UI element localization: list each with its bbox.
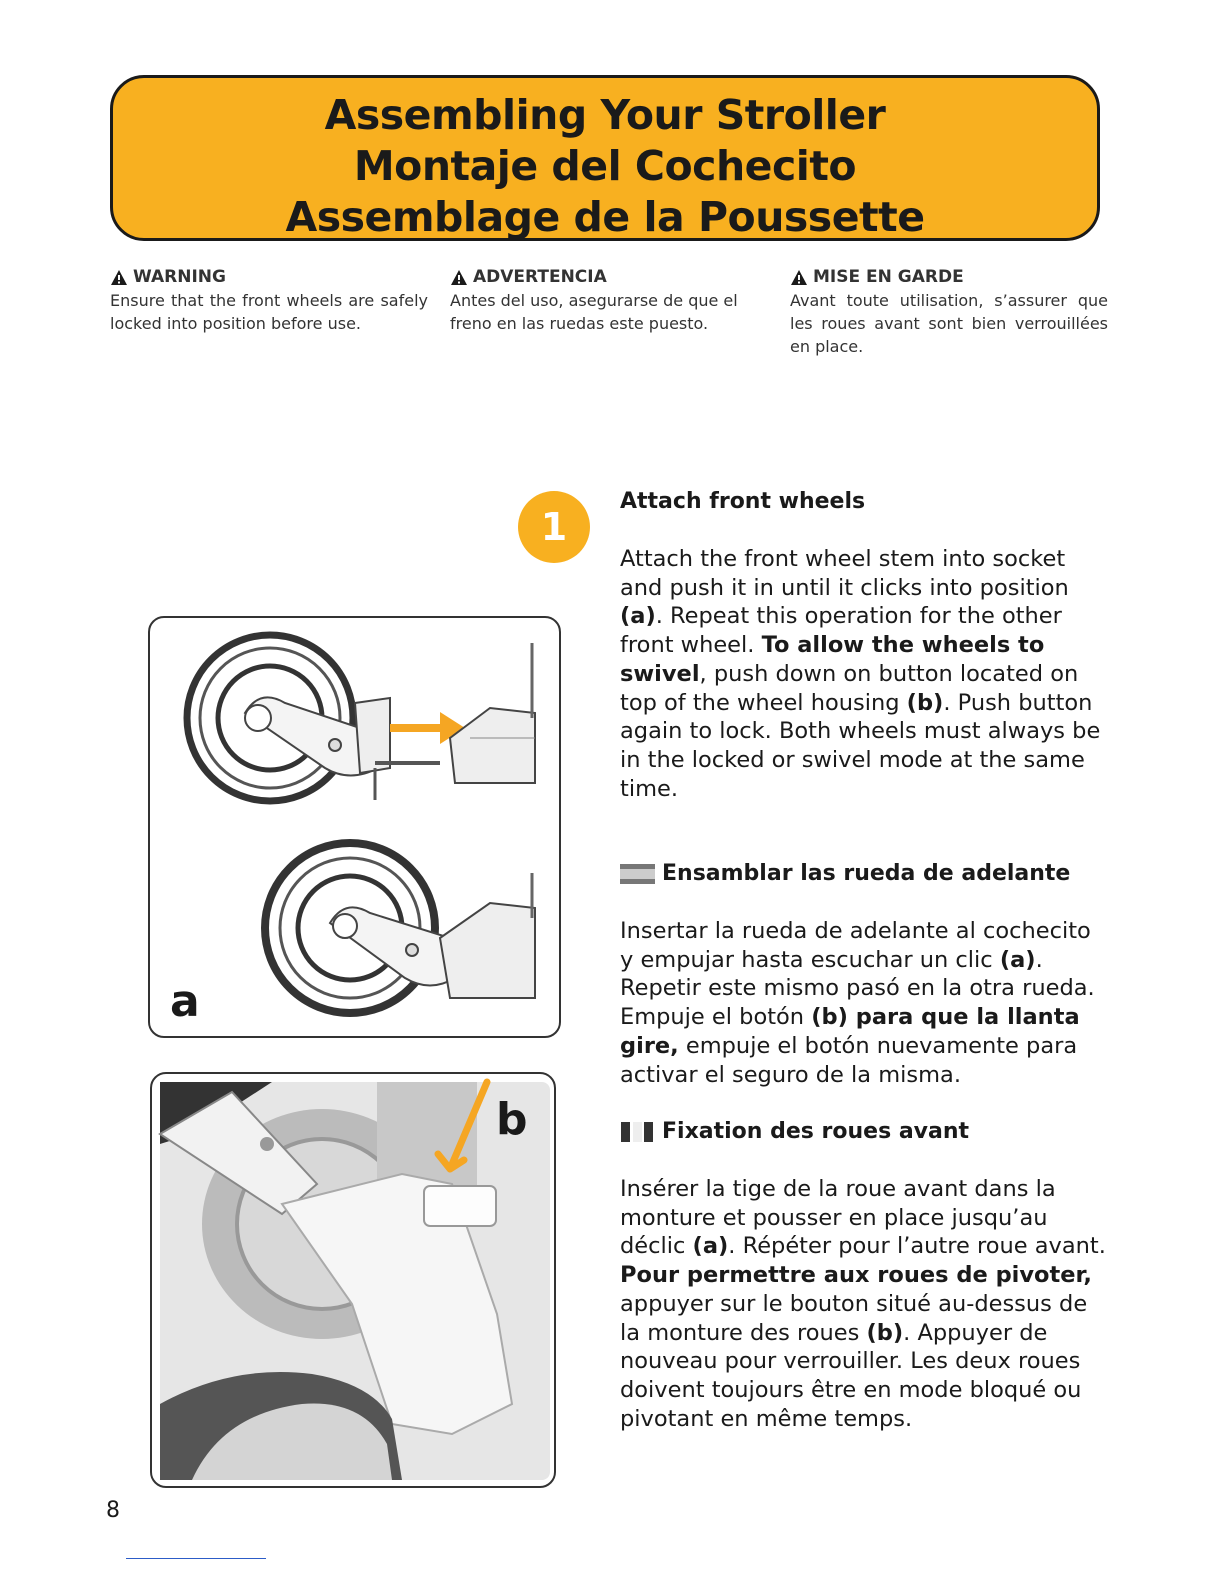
warning-text: Antes del uso, asegurarse de que el freno en las ruedas este puesto. — [450, 291, 738, 333]
section-paragraph: Insérer la tige de la roue avant dans la monture et pousser en place jusqu’au déclic (a). Répéter pour l’autre roue avant. Pour permettre aux roues de pivoter, appuyer sur le bouton situé au-dessus de la monture des roues (b). Appuyer de nouveau pour verrouiller. Les deux roues doivent toujours être en mode bloqué ou pivotant en même temps. — [620, 1176, 1106, 1432]
figure-b — [150, 1072, 556, 1488]
title-english: Assembling Your Stroller — [324, 91, 886, 139]
warning-heading: MISE EN GARDE — [813, 267, 964, 287]
title-spanish: Montaje del Cochecito — [353, 142, 857, 190]
title-banner — [110, 75, 1100, 241]
figure-a — [148, 616, 561, 1038]
front-wheel-attach-illustration — [150, 618, 561, 1038]
warning-heading: ADVERTENCIA — [473, 267, 607, 287]
section-heading: Attach front wheels — [620, 489, 866, 514]
section-paragraph: Insertar la rueda de adelante al cochecito y empujar hasta escuchar un clic (a). Repetir este mismo pasó en la otra rueda. Empuje el botón (b) para que la llanta gire, empuje el botón nuevamente para activar el seguro de la misma. — [620, 918, 1095, 1088]
france-flag-icon — [620, 1122, 655, 1142]
section-spanish — [620, 860, 1110, 1089]
section-french — [620, 1118, 1110, 1433]
warning-icon — [450, 269, 468, 286]
footer-line — [126, 1558, 266, 1559]
section-heading: Ensamblar las rueda de adelante — [662, 861, 1071, 886]
section-paragraph: Attach the front wheel stem into socket and push it in until it clicks into position (a). Repeat this operation for the other front wheel. To allow the wheels to swivel, push down on button located on top of the wheel housing (b). Push button again to lock. Both wheels must always be in the locked or swivel mode at the same time. — [620, 546, 1101, 802]
title-french: Assemblage de la Poussette — [285, 193, 925, 241]
figure-a-label: a — [170, 976, 200, 1027]
warning-english — [110, 266, 428, 335]
warning-spanish — [450, 266, 768, 335]
section-heading: Fixation des roues avant — [662, 1119, 970, 1144]
warning-heading: WARNING — [133, 267, 226, 287]
warning-text: Ensure that the front wheels are safely locked into position before use. — [110, 291, 428, 333]
warning-text: Avant toute utilisation, s’assurer que les roues avant sont bien verrouillées en place. — [790, 291, 1108, 356]
step-number-badge: 1 — [518, 491, 590, 563]
section-english — [620, 488, 1110, 803]
spain-flag-icon — [620, 864, 655, 884]
figure-b-label: b — [496, 1094, 528, 1145]
warning-icon — [110, 269, 128, 286]
warning-icon — [790, 269, 808, 286]
page-number: 8 — [106, 1498, 120, 1523]
warning-french — [790, 266, 1108, 358]
